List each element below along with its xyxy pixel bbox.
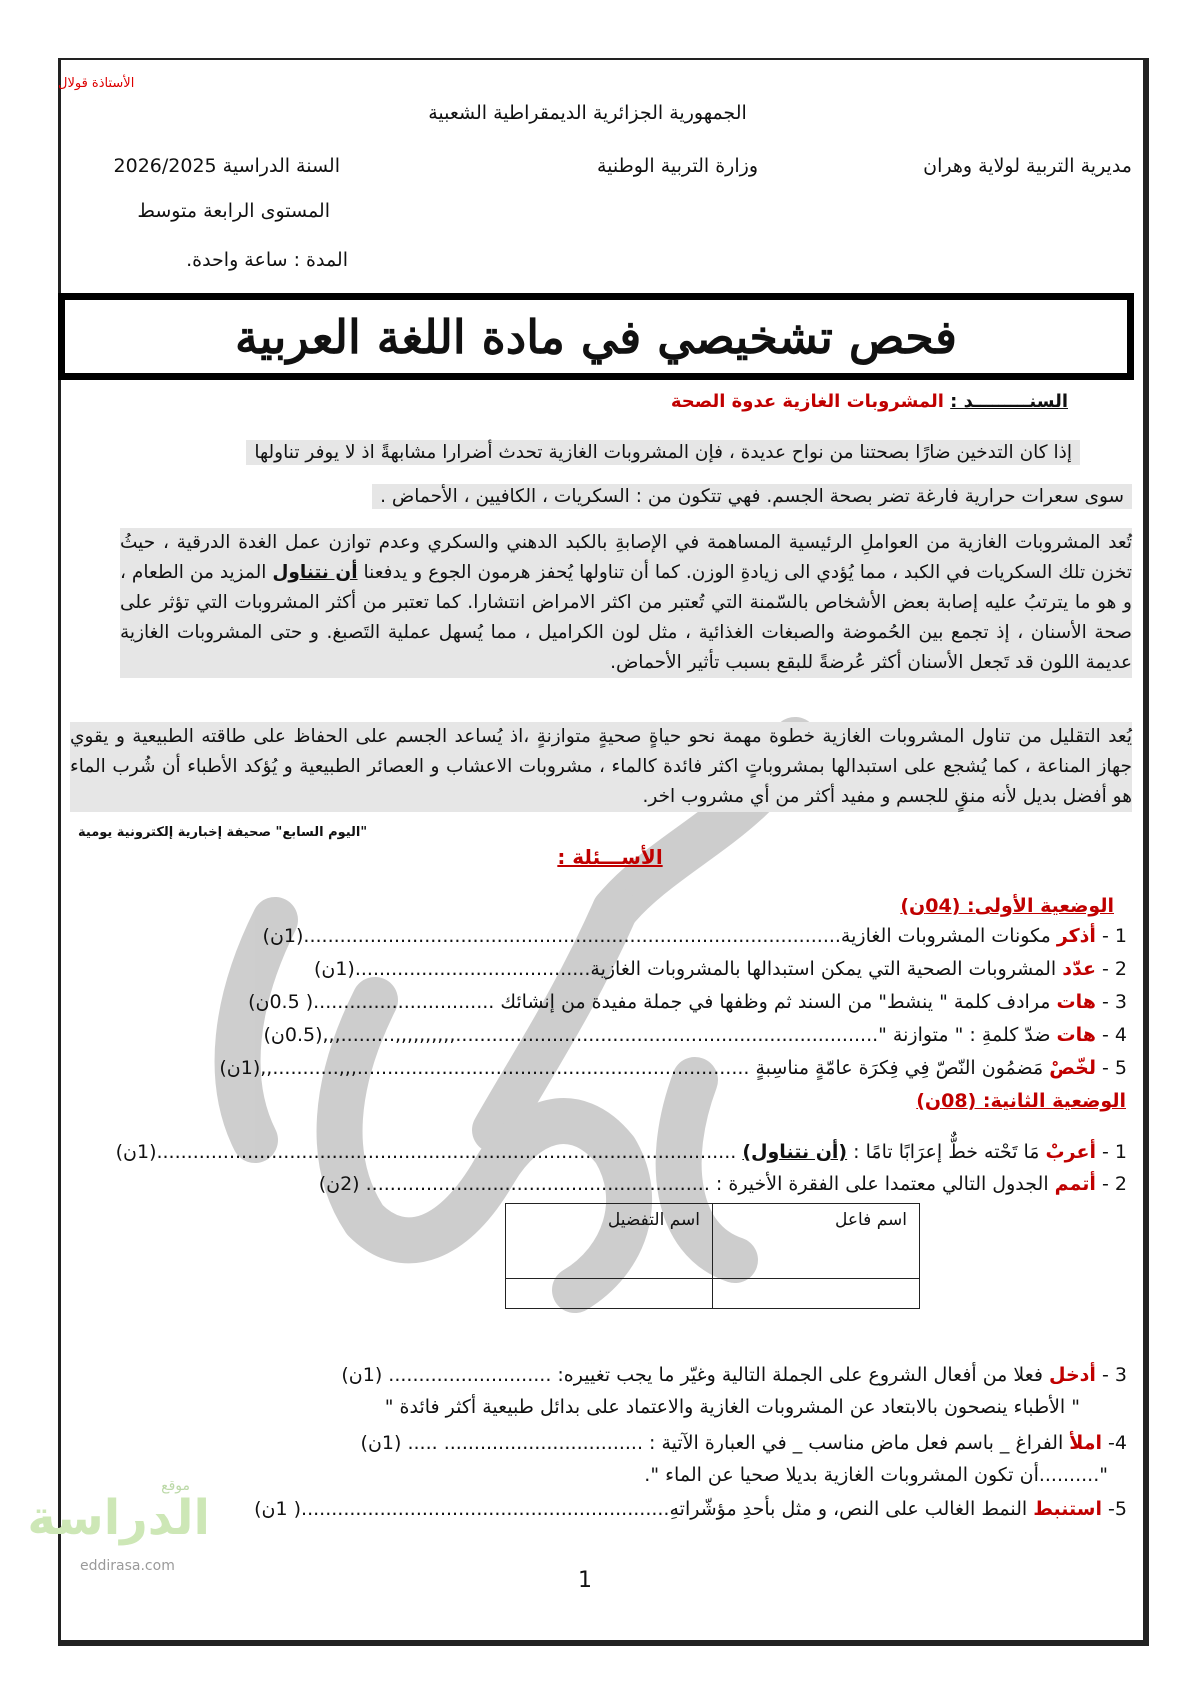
school-year-label: السنة الدراسية 2026/2025 [113, 155, 340, 177]
question-2-5: 5- استنبط النمط الغالب على النص، و مثل بأحدِ مؤشّراتهِ.............................................................( 1ن) [254, 1498, 1127, 1520]
answer-table [505, 1203, 920, 1309]
question-1-3: 3 - هات مرادف كلمة " ينشط" من السند ثم وظفها في جملة مفيدة من إنشائك ..............................( 0.5ن) [248, 991, 1127, 1013]
table-cell[interactable] [713, 1279, 920, 1309]
question-2-1: 1 - أعربْ مَا تَحْته خطٌّ إعرَابًا تامًا : (أن نتناول) ................................................................................................(1ن) [115, 1141, 1127, 1163]
question-verb: أعربْ [1045, 1141, 1096, 1163]
source-title: المشروبات الغازية عدوة الصحة [670, 391, 944, 412]
exam-title: فحص تشخيصي في مادة اللغة العربية [235, 309, 957, 364]
question-verb: استنبط [1033, 1498, 1102, 1520]
teacher-name: الأستاذة قولال [58, 76, 135, 91]
question-verb: املأ [1069, 1432, 1102, 1454]
question-1-2: 2 - عدّد المشروبات الصحية التي يمكن استبدالها بالمشروبات الغازية.......................................(1ن) [313, 958, 1127, 980]
eddirasa-logo: موقع الدراسة eddirasa.com [27, 1478, 210, 1574]
republic-heading: الجمهورية الجزائرية الديمقراطية الشعبية [428, 102, 747, 124]
question-verb: هات [1056, 1024, 1096, 1046]
question-verb: أدخل [1049, 1364, 1096, 1386]
level-label: المستوى الرابعة متوسط [137, 200, 330, 222]
question-verb: هات [1056, 991, 1096, 1013]
intro-line-2: سوى سعرات حرارية فارغة تضر بصحة الجسم. فهي تتكون من : السكريات ، الكافيين ، الأحماض . [372, 484, 1132, 509]
parse-target: (أن نتناول) [742, 1141, 848, 1163]
page-number: 1 [578, 1568, 592, 1593]
logo-word: الدراسة [27, 1490, 210, 1546]
ministry-label: وزارة التربية الوطنية [597, 155, 758, 177]
paragraph-2-part-b: المزيد من الطعام ، و هو ما يترتبُ عليه إصابة بعض الأشخاص بالسّمنة التي تُعتبر من اكثر الامراض انتشارا. كما تعتبر من أكثر المشروبات التي تؤثر على صحة الأسنان ، إذ تجمع بين الحُموضة والصبغات الغذائية ، مثل لون الكراميل ، مما يُسهل عملية التَصبغ. و حتى المشروبات الغازية عديمة اللون قد تَجعل الأسنان أكثر عُرضةً للبقع بسبب تأثير الأحماض. [120, 562, 1132, 673]
table-cell[interactable] [506, 1279, 713, 1309]
paragraph-2-part-a: تُعد المشروبات الغازية من العواملِ الرئيسية المساهمة في الإصابةِ بالكبد الدهني والسكري وعدم توازن عمل الغدة الدرقية ، حيثُ تخزن تلك السكريات في الكبد ، مما يُؤدي الى زيادةِ الوزن. كما أن تناولها يُحفز هرمون الجوع و يدفعنا [120, 532, 1132, 583]
logo-site: eddirasa.com [80, 1558, 175, 1574]
questions-heading: الأســـئلة : [557, 845, 663, 869]
question-verb: أذكر [1056, 925, 1096, 947]
question-2-2: 2 - أتمم الجدول التالي معتمدا على الفقرة الأخيرة : ......................................................... (2ن) [318, 1173, 1127, 1195]
paragraph-3: يُعد التقليل من تناول المشروبات الغازية خطوة مهمة نحو حياةٍ صحيةٍ متوازنةٍ ،اذ يُساعد الجسم على الحفاظ على طاقته الطبيعية و يقوي جهاز المناعة ، كما يُشجع على استبدالها بمشروباتٍ اكثر فائدة كالماء ، مشروبات الاعشاب و العصائر الطبيعية و يُؤكد الأطباء أن شُرب الماء هو أفضل بديل لأنه منقٍ للجسم و مفيد أكثر من أي مشروب اخر. [70, 722, 1132, 812]
section-2-title: الوضعية الثانية: (08ن) [916, 1090, 1126, 1112]
question-1-5: 5 - لخّصْ مَضمُون النّصّ فِي فِكرَة عامّةٍ مناسِبةٍ .................................................................,,,...........,,(1ن) [219, 1057, 1127, 1079]
section-1-title: الوضعية الأولى: (04ن) [900, 895, 1114, 917]
source-label: السنـــــــــد : [950, 391, 1068, 412]
source-reference: "اليوم السابع" صحيفة إخبارية إلكترونية يومية [78, 825, 368, 840]
underlined-phrase: أن نتناول [272, 562, 358, 583]
question-1-4: 4 - هات ضدّ كلمةِ : " متوازنة "......................................................................,,,,,,,,,,.........,,,(0.5ن) [263, 1024, 1127, 1046]
intro-line-1: إذا كان التدخين ضارًا بصحتنا من نواح عديدة ، فإن المشروبات الغازية تحدث أضرارا مشابهةً اذ لا يوفر تناولها [246, 440, 1080, 465]
question-verb: لخّصْ [1049, 1057, 1096, 1079]
directorate-label: مديرية التربية لولاية وهران [923, 155, 1132, 177]
question-verb: عدّد [1062, 958, 1096, 980]
question-verb: أتمم [1054, 1173, 1096, 1195]
table-header-active-participle: اسم فاعل [713, 1204, 920, 1279]
duration-label: المدة : ساعة واحدة. [186, 249, 348, 271]
title-box [58, 293, 1134, 380]
question-2-4: 4- املأ الفراغ _ باسم فعل ماض مناسب _ في العبارة الآتية : ................................. ..... (1ن) [360, 1432, 1127, 1454]
question-2-3-quote: " الأطباء ينصحون بالابتعاد عن المشروبات الغازية والاعتماد على بدائل طبيعية أكثر فائدة " [384, 1396, 1080, 1418]
question-2-3: 3 - أدخل فعلا من أفعال الشروع على الجملة التالية وغيّر ما يجب تغييره: ........................... (1ن) [341, 1364, 1127, 1386]
source-heading [671, 391, 1068, 412]
question-2-4-quote: "..........أن تكون المشروبات الغازية بديلا صحيا عن الماء ". [644, 1464, 1108, 1486]
question-1-1: 1 - أذكر مكونات المشروبات الغازية.........................................................................................(1ن) [262, 925, 1127, 947]
table-header-superlative: اسم التفضيل [506, 1204, 713, 1279]
paragraph-2 [120, 528, 1132, 678]
